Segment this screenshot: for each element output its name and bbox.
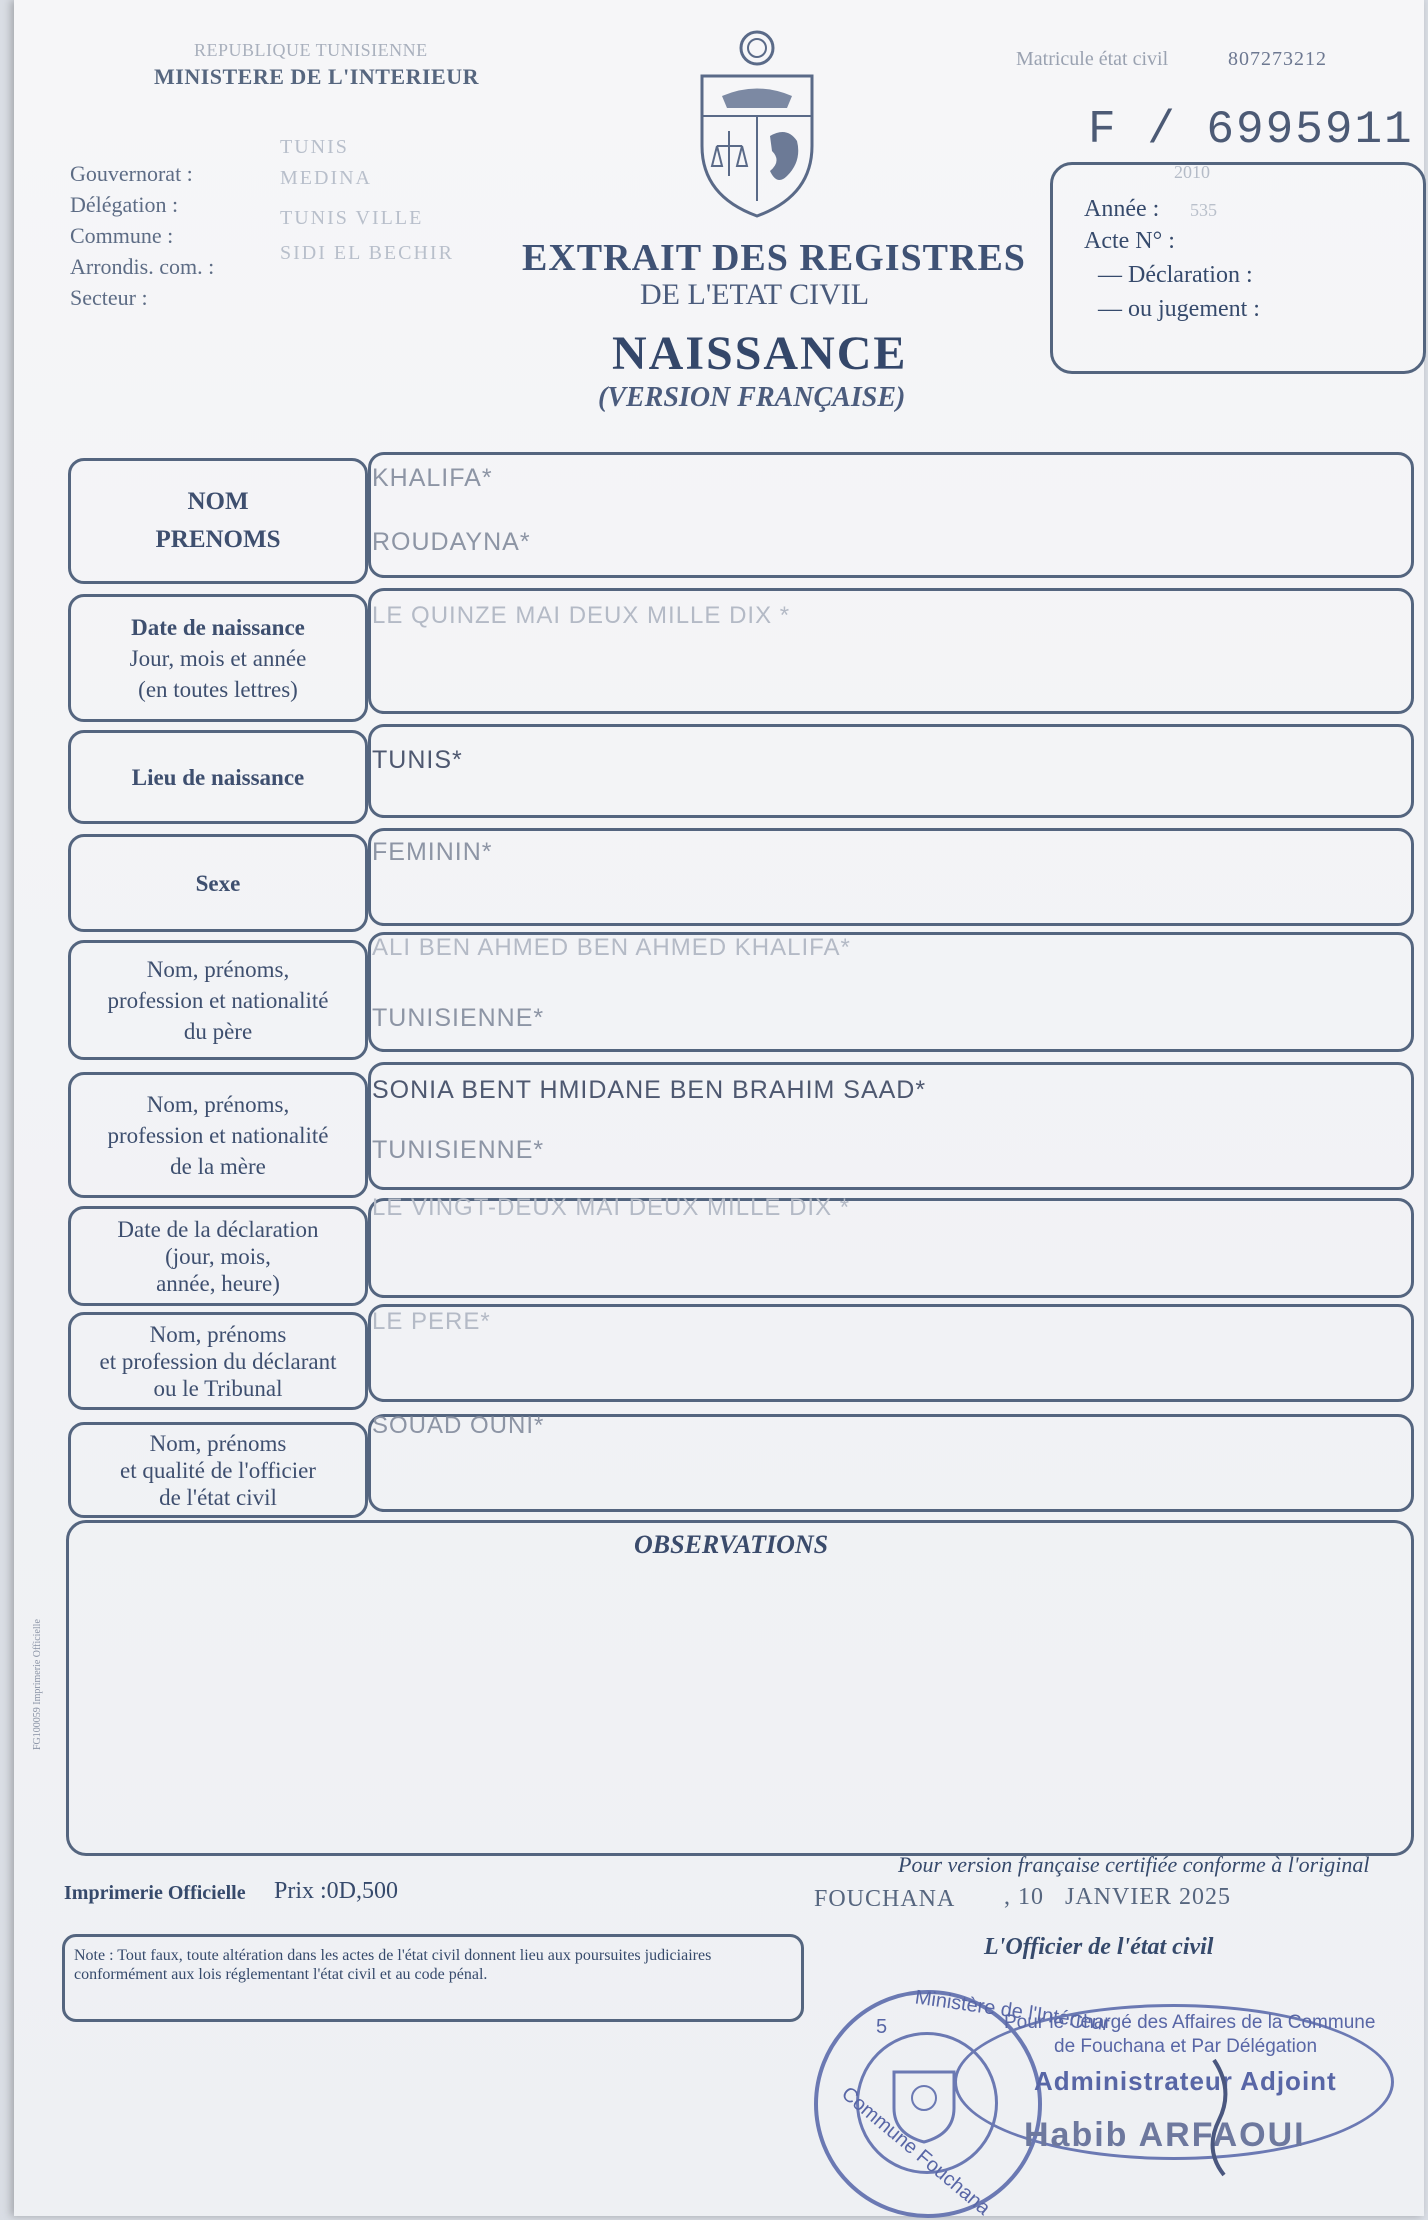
declarant-label-line2: et profession du déclarant <box>99 1348 337 1374</box>
annee-value: 2010 <box>1174 162 1210 182</box>
mere-name: SONIA BENT HMIDANE BEN BRAHIM SAAD* <box>372 1076 927 1104</box>
declarant-value: LE PERE* <box>372 1308 491 1335</box>
pere-label-line2: profession et nationalité <box>107 987 329 1013</box>
nom-value-box <box>368 452 1414 578</box>
decl-label-line2: (jour, mois, <box>165 1243 271 1269</box>
dob-value: LE QUINZE MAI DEUX MILLE DIX * <box>372 602 791 629</box>
jugement-label: — ou jugement : <box>1098 296 1260 322</box>
pere-name: ALI BEN AHMED BEN AHMED KHALIFA* <box>372 934 851 961</box>
decl-label-line1: Date de la déclaration <box>117 1216 319 1242</box>
decl-label-line3: année, heure) <box>156 1270 280 1296</box>
observations-box <box>66 1520 1414 1856</box>
officier-label-line1: Nom, prénoms <box>149 1430 287 1456</box>
mere-label-line1: Nom, prénoms, <box>146 1091 290 1117</box>
arrondis-label: Arrondis. com. : <box>70 254 215 279</box>
officier-label-line2: et qualité de l'officier <box>120 1457 316 1483</box>
coat-of-arms-icon <box>692 26 822 222</box>
prenoms-value: ROUDAYNA* <box>372 528 531 556</box>
gouvernorat-label: Gouvernorat : <box>70 161 193 186</box>
certification-text: Pour version française certifiée conforme à l'original <box>898 1852 1370 1877</box>
observations-title: OBSERVATIONS <box>634 1530 829 1559</box>
officer-title: L'Officier de l'état civil <box>984 1934 1214 1960</box>
stamp-line1: Pour le Chargé des Affaires de la Commune <box>1004 2012 1376 2033</box>
form-number: F / 6995911 <box>1088 104 1414 156</box>
nom-label: NOM <box>187 488 249 515</box>
delegation-label: Délégation : <box>70 192 179 217</box>
round-stamp-top: Ministère de l'Intérieur <box>913 1986 1111 2036</box>
lieu-value: TUNIS* <box>372 746 463 774</box>
dob-label-line1: Date de naissance <box>131 614 305 640</box>
pere-label <box>68 940 368 1060</box>
matricule-value: 807273212 <box>1228 48 1327 70</box>
acte-value: 535 <box>1190 200 1217 220</box>
secteur-label: Secteur : <box>70 285 148 310</box>
title-version: (VERSION FRANÇAISE) <box>598 382 906 413</box>
ministry-text: MINISTERE DE L'INTERIEUR <box>154 64 479 89</box>
sexe-label <box>68 834 368 932</box>
delegation-value: MEDINA <box>280 167 372 189</box>
dob-label-line3: (en toutes lettres) <box>138 676 298 702</box>
annee-label: Année : <box>1084 196 1160 222</box>
sexe-label-text: Sexe <box>195 870 241 896</box>
pere-label-line1: Nom, prénoms, <box>146 956 290 982</box>
date-text: , 10 JANVIER 2025 <box>1004 1884 1231 1910</box>
officier-value: SOUAD OUNI* <box>372 1412 545 1439</box>
declarant-label-line3: ou le Tribunal <box>153 1375 283 1401</box>
nom-value: KHALIFA* <box>372 464 493 492</box>
mere-nationality: TUNISIENNE* <box>372 1136 545 1164</box>
pere-label-line3: du père <box>183 1018 253 1044</box>
prenoms-label: PRENOMS <box>155 526 281 553</box>
declarant-label <box>68 1312 368 1410</box>
title-etat-civil: DE L'ETAT CIVIL <box>640 278 870 311</box>
mere-label-line3: de la mère <box>170 1153 266 1179</box>
lieu-label <box>68 730 368 824</box>
side-code: FG100059 Imprimerie Officielle <box>32 1619 43 1750</box>
declarant-label-line1: Nom, prénoms <box>149 1321 287 1347</box>
prix-text: Prix :0D,500 <box>274 1878 399 1904</box>
republic-text: REPUBLIQUE TUNISIENNE <box>194 40 428 60</box>
declarant-value-box <box>368 1304 1414 1402</box>
commune-label: Commune : <box>70 223 174 248</box>
decl-value: LE VINGT-DEUX MAI DEUX MILLE DIX * <box>372 1194 851 1221</box>
note-text: Note : Tout faux, toute altération dans les actes de l'état civil donnent lieu aux poursuites judiciaires conformément aux lois réglementant l'état civil et au code pénal. <box>74 1947 712 1983</box>
mere-label-line2: profession et nationalité <box>107 1122 329 1148</box>
acte-label: Acte N° : <box>1084 228 1175 254</box>
sexe-value: FEMININ* <box>372 838 493 866</box>
place-text: FOUCHANA <box>814 1886 956 1912</box>
matricule-label: Matricule état civil <box>1016 48 1169 70</box>
declaration-label: — Déclaration : <box>1098 262 1253 288</box>
dob-label-line2: Jour, mois et année <box>129 645 307 671</box>
pere-nationality: TUNISIENNE* <box>372 1004 545 1032</box>
decl-label <box>68 1206 368 1306</box>
round-stamp-number: 5 <box>876 2016 888 2038</box>
stamp-line3: Administrateur Adjoint <box>1034 2066 1337 2096</box>
arrondis-value: SIDI EL BECHIR <box>280 242 454 264</box>
title-naissance: NAISSANCE <box>612 327 908 380</box>
mere-label <box>68 1072 368 1198</box>
lieu-value-box <box>368 724 1414 818</box>
dob-label <box>68 594 368 722</box>
lieu-label-text: Lieu de naissance <box>131 764 305 790</box>
document-page <box>14 0 1424 2220</box>
nom-prenoms-label <box>68 458 368 584</box>
commune-value: TUNIS VILLE <box>280 207 424 229</box>
gouvernorat-value: TUNIS <box>280 136 349 158</box>
signature-icon <box>1174 2050 1264 2180</box>
officier-label <box>68 1422 368 1518</box>
title-extrait: EXTRAIT DES REGISTRES <box>522 237 1026 279</box>
officier-label-line3: de l'état civil <box>159 1484 277 1510</box>
stamp-line2: de Fouchana et Par Délégation <box>1054 2036 1318 2057</box>
stamp-name: Habib ARFAOUI <box>1024 2116 1306 2154</box>
round-stamp-bottom: Commune Fouchana <box>837 2082 995 2220</box>
imprimerie-text: Imprimerie Officielle <box>64 1882 246 1904</box>
sexe-value-box <box>368 828 1414 926</box>
